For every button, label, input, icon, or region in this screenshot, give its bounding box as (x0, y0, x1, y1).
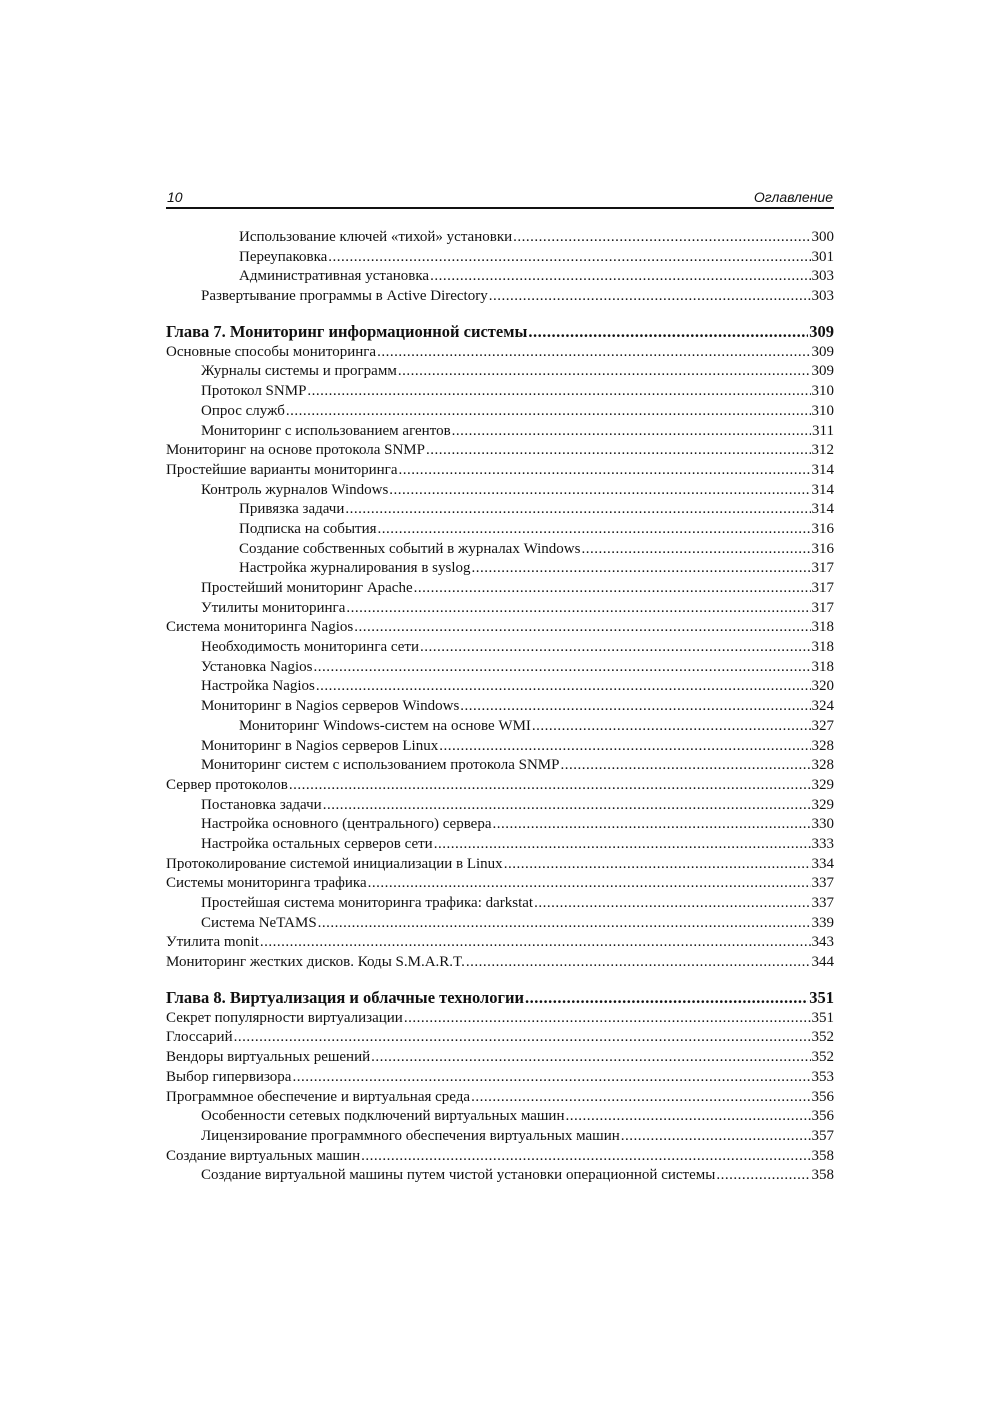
dot-leader (354, 618, 810, 638)
toc-entry-title: Мониторинг жестких дисков. Коды S.M.A.R.T. (166, 954, 465, 971)
toc-entry[interactable] (166, 835, 834, 855)
toc-entry-title: Мониторинг Windows-систем на основе WMI (239, 717, 531, 734)
dot-leader (328, 248, 810, 268)
toc-entry-page: 351 (811, 1009, 834, 1026)
dot-leader (472, 559, 811, 579)
toc-entry-page: 328 (811, 737, 834, 754)
toc-entry[interactable] (166, 287, 834, 307)
dot-leader (286, 402, 811, 422)
toc-entry[interactable] (166, 481, 834, 501)
toc-entry-title: Глоссарий (166, 1029, 233, 1046)
toc-entry-title: Глава 7. Мониторинг информационной системы (166, 321, 528, 341)
dot-leader (560, 756, 810, 776)
dot-leader (466, 953, 811, 973)
toc-entry-page: 318 (811, 639, 834, 656)
dot-leader (260, 933, 811, 953)
dot-leader (292, 1068, 810, 1088)
toc-entry-title: Настройка остальных серверов сети (201, 835, 433, 852)
dot-leader (566, 1107, 811, 1127)
toc-entry-title: Настройка основного (центрального) сервера (201, 816, 492, 833)
toc-entry-page: 358 (811, 1147, 834, 1164)
toc-entry-page: 317 (811, 580, 834, 596)
toc-entry[interactable] (166, 1028, 834, 1048)
dot-leader (361, 1147, 810, 1167)
dot-leader (313, 658, 810, 678)
dot-leader (345, 500, 810, 520)
toc-entry-page: 314 (811, 501, 834, 518)
toc-entry[interactable] (166, 520, 834, 540)
toc-entry-page: 314 (811, 461, 834, 478)
toc-entry[interactable] (166, 658, 834, 678)
toc-entry[interactable] (166, 737, 834, 757)
toc-entry-title: Лицензирование программного обеспечения виртуальных машин (201, 1127, 620, 1144)
dot-leader (289, 776, 811, 796)
toc-entry-page: 357 (811, 1127, 834, 1144)
toc-entry[interactable] (166, 343, 834, 363)
dot-leader (471, 1088, 810, 1108)
dot-leader (378, 520, 811, 540)
toc-entry-page: 320 (811, 678, 834, 695)
toc-entry-title: Утилиты мониторинга (201, 599, 346, 616)
toc-entry-title: Установка Nagios (201, 658, 313, 675)
toc-entry-page: 324 (811, 698, 834, 715)
toc-entry[interactable] (166, 914, 834, 934)
toc-entry[interactable] (166, 855, 834, 875)
toc-entry-title: Создание виртуальных машин (166, 1147, 361, 1164)
toc-entry-page: 316 (811, 540, 834, 557)
dot-leader (316, 677, 811, 697)
toc-entry[interactable] (166, 815, 834, 835)
dot-leader (368, 874, 811, 894)
toc-entry-page: 303 (811, 288, 834, 305)
dot-leader (430, 267, 810, 287)
toc-entry[interactable] (166, 540, 834, 560)
toc-entry[interactable] (166, 248, 834, 268)
toc-entry-title: Создание виртуальной машины путем чистой установки операционной системы (201, 1167, 716, 1184)
toc-entry-page: 301 (811, 248, 834, 265)
toc-entry-page: 310 (811, 383, 834, 400)
toc-chapter-heading[interactable] (166, 987, 834, 1009)
toc-entry-title: Сервер протоколов (166, 776, 288, 793)
toc-entry-page: 328 (811, 757, 834, 774)
dot-leader (434, 835, 811, 855)
toc-entry[interactable] (166, 599, 834, 619)
dot-leader (716, 1166, 810, 1186)
toc-entry[interactable] (166, 267, 834, 287)
toc-entry-title: Простейшие варианты мониторинга (166, 461, 398, 478)
toc-entry-title: Журналы системы и программ (201, 363, 397, 380)
toc-entry[interactable] (166, 382, 834, 402)
toc-entry[interactable] (166, 422, 834, 442)
dot-leader (234, 1028, 811, 1048)
toc-entry[interactable] (166, 228, 834, 248)
dot-leader (525, 987, 808, 1009)
toc-entry-page: 314 (811, 481, 834, 498)
toc-entry-page: 329 (811, 776, 834, 793)
toc-entry[interactable] (166, 1127, 834, 1147)
toc-entry-title: Мониторинг систем с использованием протокола SNMP (201, 757, 560, 774)
toc-entry-page: 352 (811, 1029, 834, 1046)
toc-entry[interactable] (166, 953, 834, 973)
toc-entry-page: 300 (811, 229, 834, 245)
dot-leader (323, 796, 811, 816)
toc-entry-page: 356 (811, 1088, 834, 1105)
table-of-contents (166, 228, 834, 1186)
toc-chapter-heading[interactable] (166, 321, 834, 343)
toc-entry-title: Подписка на события (239, 520, 377, 537)
toc-entry[interactable] (166, 874, 834, 894)
toc-entry-page: 339 (811, 914, 834, 931)
toc-entry-title: Опрос служб (201, 402, 285, 419)
toc-entry-title: Системы мониторинга трафика (166, 875, 367, 892)
dot-leader (621, 1127, 811, 1147)
dot-leader (389, 481, 810, 501)
toc-entry-title: Мониторинг в Nagios серверов Windows (201, 698, 460, 715)
toc-entry-title: Глава 8. Виртуализация и облачные технологии (166, 987, 525, 1007)
toc-entry-page: 344 (811, 954, 834, 971)
dot-leader (426, 441, 811, 461)
toc-entry-page: 329 (811, 796, 834, 813)
toc-entry-title: Секрет популярности виртуализации (166, 1009, 403, 1026)
toc-entry-page: 330 (811, 816, 834, 833)
toc-entry-title: Выбор гипервизора (166, 1068, 292, 1085)
page-header (166, 187, 834, 209)
dot-leader (346, 599, 810, 619)
toc-entry-title: Протоколирование системой инициализации в Linux (166, 855, 503, 872)
toc-entry[interactable] (166, 894, 834, 914)
toc-entry[interactable] (166, 441, 834, 461)
toc-entry-page: 334 (811, 855, 834, 872)
toc-entry-page: 333 (811, 835, 834, 852)
toc-entry-page: 311 (812, 422, 834, 439)
toc-entry-page: 303 (811, 268, 834, 285)
toc-entry-title: Использование ключей «тихой» установки (239, 229, 513, 245)
section-gap (166, 307, 834, 321)
dot-leader (377, 343, 810, 363)
toc-entry[interactable] (166, 1068, 834, 1088)
toc-entry[interactable] (166, 579, 834, 599)
dot-leader (489, 287, 811, 307)
toc-entry[interactable] (166, 1147, 834, 1167)
toc-entry[interactable] (166, 559, 834, 579)
toc-entry[interactable] (166, 362, 834, 382)
dot-leader (513, 228, 810, 248)
dot-leader (534, 894, 810, 914)
dot-leader (493, 815, 811, 835)
toc-entry-title: Контроль журналов Windows (201, 481, 389, 498)
toc-entry[interactable] (166, 796, 834, 816)
toc-entry-title: Создание собственных событий в журналах Windows (239, 540, 581, 557)
toc-entry-page: 343 (811, 934, 834, 951)
toc-entry-title: Настройка Nagios (201, 678, 315, 695)
toc-entry-page: 316 (811, 520, 834, 537)
toc-entry-title: Развертывание программы в Active Directory (201, 288, 488, 305)
toc-entry[interactable] (166, 618, 834, 638)
toc-entry-title: Мониторинг с использованием агентов (201, 422, 451, 439)
toc-entry[interactable] (166, 677, 834, 697)
dot-leader (452, 422, 811, 442)
toc-entry[interactable] (166, 717, 834, 737)
toc-entry-page: 318 (811, 658, 834, 675)
toc-entry[interactable] (166, 756, 834, 776)
toc-entry[interactable] (166, 933, 834, 953)
toc-entry-title: Настройка журналирования в syslog (239, 560, 471, 577)
dot-leader (439, 737, 810, 757)
toc-entry[interactable] (166, 1088, 834, 1108)
dot-leader (404, 1009, 811, 1029)
toc-entry-page: 327 (811, 717, 834, 734)
toc-entry-title: Программное обеспечение и виртуальная среда (166, 1088, 471, 1105)
toc-entry-title: Особенности сетевых подключений виртуальных машин (201, 1108, 565, 1125)
toc-entry[interactable] (166, 776, 834, 796)
toc-entry-page: 353 (811, 1068, 834, 1085)
toc-entry-page: 356 (811, 1108, 834, 1125)
toc-entry-title: Постановка задачи (201, 796, 322, 813)
toc-entry-page: 309 (811, 343, 834, 360)
toc-entry-page: 309 (811, 363, 834, 380)
toc-entry-title: Необходимость мониторинга сети (201, 639, 419, 656)
toc-entry[interactable] (166, 1048, 834, 1068)
toc-entry-title: Мониторинг в Nagios серверов Linux (201, 737, 439, 754)
toc-entry[interactable] (166, 500, 834, 520)
toc-entry-page: 358 (811, 1167, 834, 1184)
toc-entry-page: 352 (811, 1049, 834, 1066)
toc-entry[interactable] (166, 1009, 834, 1029)
dot-leader (460, 697, 810, 717)
toc-entry-title: Утилита monit (166, 934, 259, 951)
section-gap (166, 973, 834, 987)
toc-entry-page: 312 (811, 442, 834, 459)
running-title: Оглавление (753, 189, 833, 205)
toc-entry-title: Система NeTAMS (201, 914, 317, 931)
dot-leader (528, 321, 808, 343)
dot-leader (581, 540, 810, 560)
toc-entry-page: 309 (809, 321, 834, 341)
dot-leader (420, 638, 811, 658)
toc-entry-page: 310 (811, 402, 834, 419)
dot-leader (318, 914, 811, 934)
toc-entry-title: Основные способы мониторинга (166, 343, 377, 360)
toc-entry-page: 318 (811, 619, 834, 636)
toc-entry-title: Привязка задачи (239, 501, 345, 518)
dot-leader (532, 717, 811, 737)
toc-entry-title: Простейший мониторинг Apache (201, 580, 413, 596)
toc-entry-title: Система мониторинга Nagios (166, 619, 354, 636)
toc-entry-page: 317 (811, 560, 834, 577)
dot-leader (307, 382, 810, 402)
toc-entry-title: Переупаковка (239, 248, 328, 265)
toc-entry[interactable] (166, 638, 834, 658)
toc-entry[interactable] (166, 1166, 834, 1186)
toc-entry[interactable] (166, 402, 834, 422)
toc-entry-title: Мониторинг на основе протокола SNMP (166, 442, 425, 459)
toc-entry[interactable] (166, 461, 834, 481)
dot-leader (414, 579, 811, 599)
page-number: 10 (167, 189, 183, 205)
toc-entry[interactable] (166, 1107, 834, 1127)
dot-leader (399, 461, 811, 481)
dot-leader (371, 1048, 810, 1068)
toc-entry-page: 317 (811, 599, 834, 616)
toc-entry[interactable] (166, 697, 834, 717)
toc-entry-title: Простейшая система мониторинга трафика: darkstat (201, 895, 534, 911)
toc-entry-page: 351 (809, 987, 834, 1007)
dot-leader (398, 362, 811, 382)
toc-entry-title: Административная установка (239, 268, 430, 285)
toc-entry-page: 337 (811, 895, 834, 911)
toc-entry-page: 337 (811, 875, 834, 892)
toc-entry-title: Вендоры виртуальных решений (166, 1049, 371, 1066)
dot-leader (504, 855, 811, 875)
toc-entry-title: Протокол SNMP (201, 383, 307, 400)
